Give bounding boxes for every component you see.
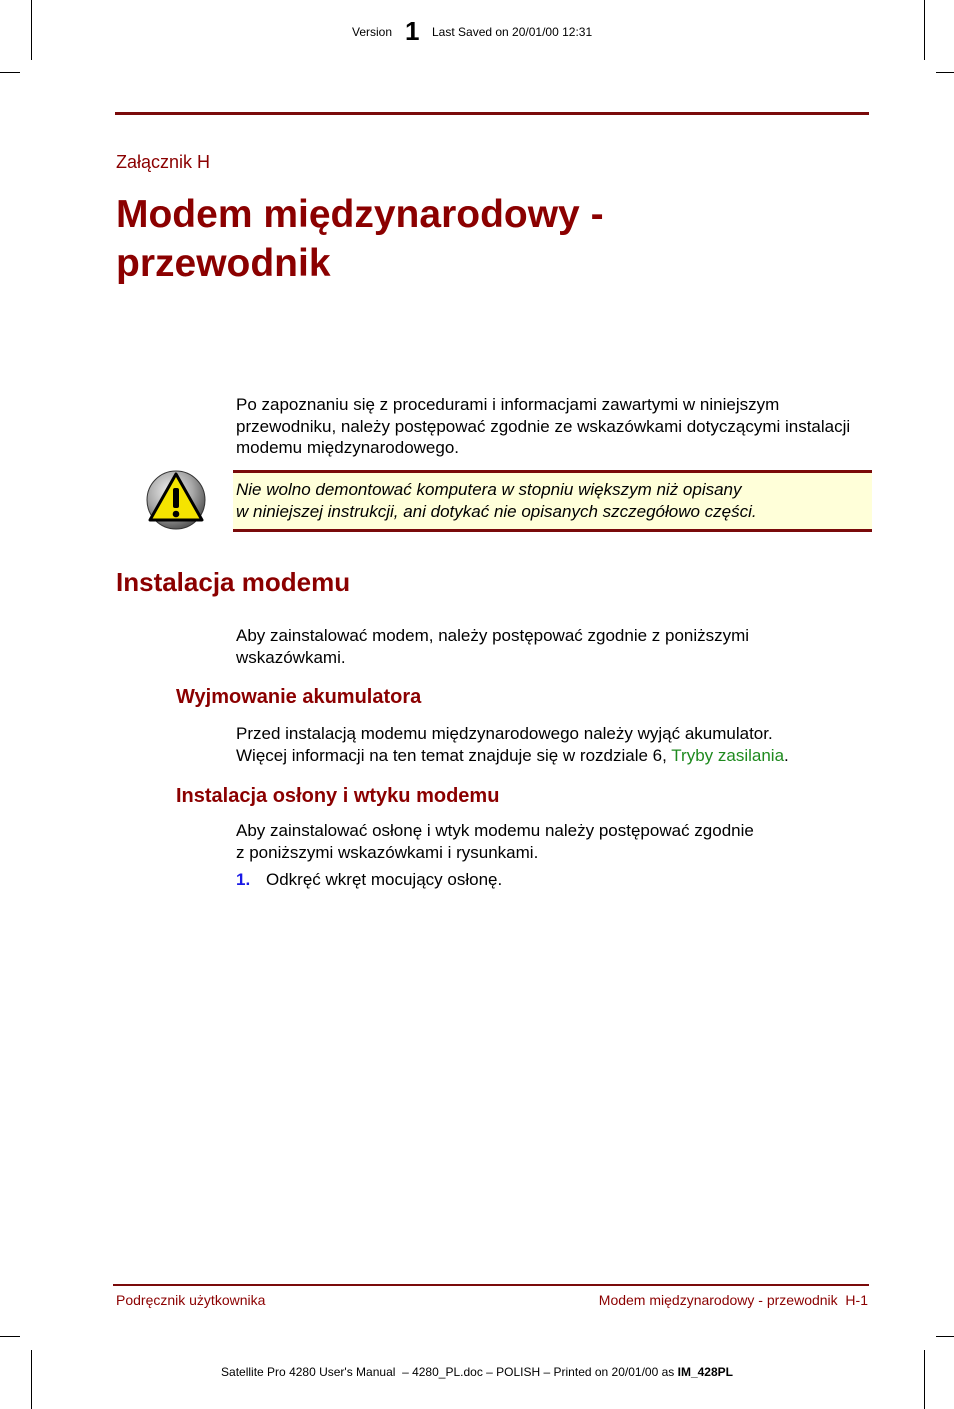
title-line-1: Modem międzynarodowy - — [116, 193, 604, 236]
top-rule — [115, 112, 869, 115]
version-header — [0, 18, 954, 48]
print-info-id: IM_428PL — [677, 1365, 733, 1379]
last-saved: Last Saved on 20/01/00 12:31 — [432, 25, 593, 39]
subsection-heading-cover: Instalacja osłony i wtyku modemu — [176, 785, 500, 807]
version-number: 1 — [405, 16, 420, 46]
subsection-heading-battery: Wyjmowanie akumulatora — [176, 686, 422, 708]
appendix-label: Załącznik H — [116, 152, 211, 172]
install-paragraph: Aby zainstalować modem, należy postępować zgodnie z poniższymi wskazówkami. — [236, 626, 750, 667]
step-number: 1. — [236, 870, 251, 889]
crop-mark — [31, 1350, 32, 1409]
intro-paragraph: Po zapoznaniu się z procedurami i informacjami zawartymi w niniejszym przewodniku, należy postępować zgodnie ze wskazówkami dotyczącymi instalacji modemu międzynarodowego. — [236, 395, 851, 457]
warning-text — [236, 479, 866, 522]
cover-line-2: z poniższymi wskazówkami i rysunkami. — [236, 842, 539, 862]
section-heading-install: Instalacja modemu — [116, 567, 351, 597]
footer-left: Podręcznik użytkownika — [116, 1292, 266, 1308]
print-info — [0, 1365, 954, 1379]
print-info-text: Satellite Pro 4280 User's Manual – 4280_PL.doc – POLISH – Printed on 20/01/00 as — [221, 1365, 678, 1379]
crop-mark — [924, 1350, 925, 1409]
warning-line-2: w niniejszej instrukcji, ani dotykać nie opisanych szczegółowo części. — [236, 501, 757, 521]
page-title — [116, 190, 876, 288]
warning-bottom-rule — [233, 529, 872, 532]
cover-paragraph — [236, 820, 856, 863]
battery-line-2-end: . — [784, 745, 789, 765]
battery-paragraph — [236, 723, 876, 766]
cover-line-1: Aby zainstalować osłonę i wtyk modemu należy postępować zgodnie — [236, 821, 754, 840]
crop-mark — [936, 1336, 954, 1337]
title-line-2: przewodnik — [116, 242, 331, 285]
crop-mark — [0, 72, 20, 73]
battery-line-2: Więcej informacji na ten temat znajduje się w rozdziale 6, — [236, 745, 672, 765]
crop-mark — [936, 72, 954, 73]
warning-line-1: Nie wolno demontować komputera w stopniu większym niż opisany — [236, 480, 742, 499]
footer-rule — [113, 1284, 869, 1286]
battery-line-1: Przed instalacją modemu międzynarodowego należy wyjąć akumulator. — [236, 724, 773, 743]
power-modes-link[interactable]: Tryby zasilania — [671, 745, 785, 765]
step-text: Odkręć wkręt mocujący osłonę. — [266, 870, 503, 889]
warning-triangle-icon — [145, 469, 207, 531]
version-label: Version — [352, 25, 393, 39]
crop-mark — [0, 1336, 20, 1337]
footer-right: Modem międzynarodowy - przewodnik H-1 — [598, 1292, 868, 1308]
